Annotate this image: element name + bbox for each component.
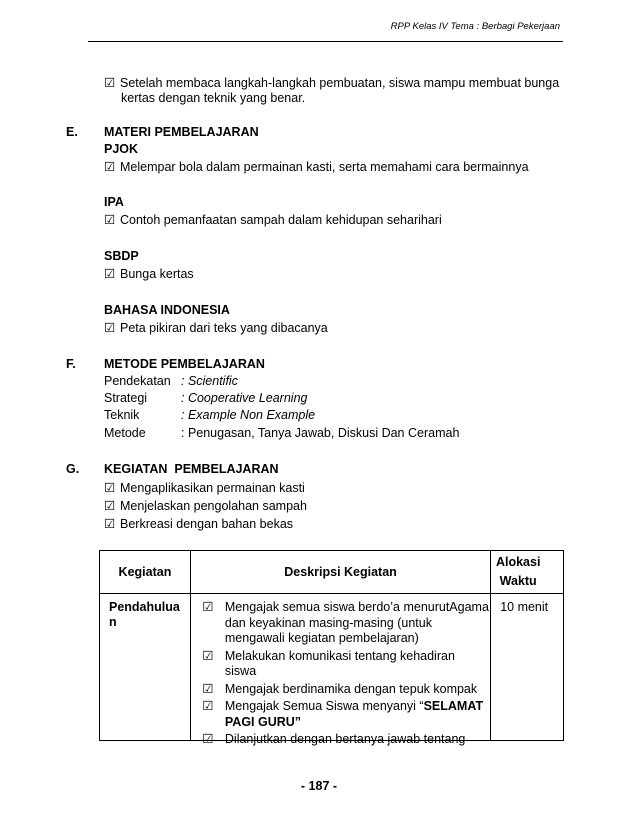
method-value: : Example Non Example: [181, 408, 316, 422]
activity-item: [104, 480, 305, 495]
header-rule: [88, 41, 563, 42]
checkbox-icon: ☑: [104, 76, 116, 90]
checkbox-icon: ☑: [104, 321, 116, 335]
list-item-line: Dilanjutkan dengan bertanya jawab tentang: [224, 732, 466, 746]
objective-line-1: Setelah membaca langkah-langkah pembuatan, siswa mampu membuat bunga: [120, 76, 560, 90]
cell-alokasi: [491, 594, 564, 741]
list-item: [191, 732, 491, 748]
song-title-part: PAGI GURU”: [224, 714, 302, 729]
checkbox-icon: ☑: [104, 213, 116, 227]
list-item-text: [225, 699, 483, 730]
method-value: : Scientific: [181, 374, 238, 388]
subject-ipa-item: [104, 212, 442, 227]
list-item-text: [225, 682, 477, 698]
kegiatan-name-line-2: n: [109, 615, 117, 629]
subject-item-text: Melempar bola dalam permainan kasti, serta memahami cara bermainnya: [120, 160, 529, 174]
table-row: [100, 594, 564, 741]
checkbox-icon: ☑: [104, 499, 116, 513]
activity-item-text: Berkreasi dengan bahan bekas: [120, 517, 294, 531]
list-item-line: Mengajak berdinamika dengan tepuk kompak: [224, 681, 478, 696]
section-f-title: METODE PEMBELAJARAN: [104, 357, 265, 371]
objective-line-2: kertas dengan teknik yang benar.: [121, 91, 306, 105]
kegiatan-name-line-1: Pendahulua: [109, 600, 180, 614]
cell-kegiatan: [100, 594, 191, 741]
header-alokasi-line-2: Waktu: [499, 574, 537, 588]
checkbox-icon: ☑: [104, 481, 116, 495]
header-deskripsi: [190, 551, 490, 594]
list-item: [191, 699, 491, 730]
subject-ipa: IPA: [104, 195, 124, 209]
objective-item: [104, 75, 559, 90]
list-item-line: dan keyakinan masing-masing (untuk: [224, 615, 432, 630]
section-g-title: KEGIATAN PEMBELAJARAN: [104, 462, 279, 476]
header-alokasi: [491, 551, 564, 594]
activity-item: [104, 516, 293, 531]
checkbox-icon: ☑: [104, 160, 116, 174]
section-g-letter: G.: [66, 462, 80, 476]
alokasi-value: 10 menit: [500, 600, 549, 614]
page-number: - 187 -: [300, 779, 338, 793]
list-item: [191, 682, 491, 698]
checkbox-icon: ☑: [202, 699, 214, 713]
subject-pjok-item: [104, 159, 529, 174]
subject-sbdp-item: [104, 266, 194, 281]
method-value: : Cooperative Learning: [181, 391, 308, 405]
list-item: [191, 649, 491, 680]
checkbox-icon: ☑: [104, 267, 116, 281]
list-item-text: [225, 649, 455, 680]
method-label: Pendekatan: [104, 374, 171, 388]
cell-deskripsi: [190, 594, 490, 746]
checkbox-icon: ☑: [202, 732, 214, 746]
activity-item: [104, 498, 307, 513]
method-value: : Penugasan, Tanya Jawab, Diskusi Dan Ceramah: [181, 426, 460, 440]
checkbox-icon: ☑: [202, 681, 214, 696]
list-item-text: [225, 600, 489, 647]
method-label: Metode: [104, 426, 146, 440]
deskripsi-list: [191, 600, 491, 748]
header-kegiatan: [100, 551, 191, 594]
header-deskripsi-label: Deskripsi Kegiatan: [284, 565, 397, 579]
kegiatan-name: [109, 600, 180, 630]
song-title-part: SELAMAT: [423, 699, 484, 713]
checkbox-icon: ☑: [202, 648, 214, 663]
activity-table: [99, 550, 564, 746]
subject-bahasa-indonesia: BAHASA INDONESIA: [104, 303, 230, 317]
list-item-line: mengawali kegiatan pembelajaran): [224, 631, 419, 645]
list-item-text-part: Mengajak Semua Siswa menyanyi “: [224, 699, 424, 713]
subject-sbdp: SBDP: [104, 249, 139, 263]
list-item-line: siswa: [224, 664, 257, 678]
section-e-letter: E.: [66, 125, 78, 139]
header-kegiatan-label: Kegiatan: [118, 565, 172, 579]
list-item-line: [225, 699, 483, 715]
subject-item-text: Bunga kertas: [120, 267, 194, 281]
list-item-line: Melakukan komunikasi tentang kehadiran: [224, 648, 455, 663]
list-item: [191, 600, 491, 647]
subject-item-text: Peta pikiran dari teks yang dibacanya: [120, 321, 328, 335]
list-item-text: [225, 732, 465, 748]
list-item-line: Mengajak semua siswa berdo’a menurutAgama: [224, 600, 489, 614]
section-e-title: MATERI PEMBELAJARAN: [104, 125, 259, 139]
subject-bahasa-item: [104, 320, 328, 335]
method-label: Strategi: [104, 391, 148, 405]
checkbox-icon: ☑: [202, 600, 214, 614]
subject-item-text: Contoh pemanfaatan sampah dalam kehidupan seharihari: [120, 213, 442, 227]
header-alokasi-line-1: Alokasi: [495, 555, 541, 569]
table-header-row: [100, 551, 564, 594]
activity-item-text: Menjelaskan pengolahan sampah: [120, 499, 307, 513]
activity-item-text: Mengaplikasikan permainan kasti: [120, 481, 305, 495]
method-label: Teknik: [104, 408, 140, 422]
subject-pjok: PJOK: [104, 142, 139, 156]
running-header: RPP Kelas IV Tema : Berbagi Pekerjaan: [390, 21, 560, 32]
checkbox-icon: ☑: [104, 517, 116, 531]
section-f-letter: F.: [66, 357, 76, 371]
